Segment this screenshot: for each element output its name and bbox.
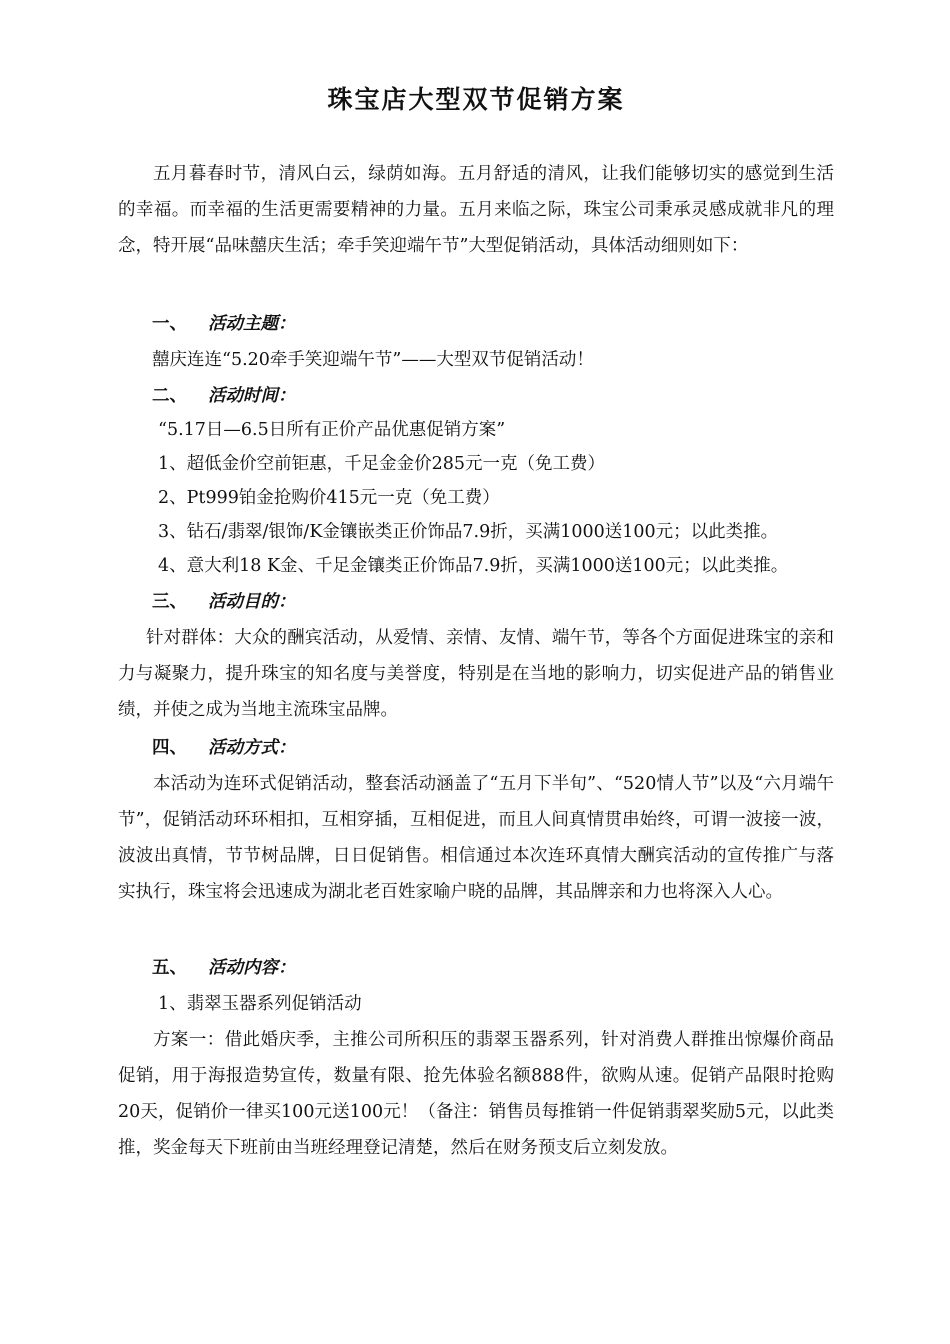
plan-one-paragraph: 方案一：借此婚庆季，主推公司所积压的翡翠玉器系列，针对消费人群推出惊爆价商品促销，用于海报造势宣传，数量有限、抢先体验名额888件，欲购从速。促销产品限时抢购20天，促销价一律买100元送100元！（备注：销售员每推销一件促销翡翠奖励5元，以此类推，奖金每天下班前由当班经理登记清楚，然后在财务预支后立刻发放。 — [118, 1030, 834, 1158]
time-range-line: “5.17日—6.5日所有正价产品优惠促销方案” — [158, 420, 506, 440]
section-2-heading — [152, 378, 296, 414]
method-paragraph: 本活动为连环式促销活动，整套活动涵盖了“五月下半旬”、“520情人节”以及“六月端午节”，促销活动环环相扣，互相穿插，互相促进，而且人间真情贯串始终，可谓一波接一波，波波出真情，节节树品牌，日日促销售。相信通过本次连环真情大酬宾活动的宣传推广与落实执行，珠宝将会迅速成为湖北老百姓家喻户晓的品牌，其品牌亲和力也将深入人心。 — [118, 774, 834, 902]
offer-item-3: 3、钻石/翡翠/银饰/K金镶嵌类正价饰品7.9折，买满1000送100元；以此类推。 — [158, 522, 779, 542]
section-4-number: 四、 — [152, 738, 187, 758]
offer-item-1: 1、超低金价空前钜惠，千足金金价285元一克（免工费） — [158, 454, 606, 474]
section-3-title: 活动目的： — [208, 592, 296, 612]
intro-paragraph: 五月暮春时节，清风白云，绿荫如海。五月舒适的清风，让我们能够切实的感觉到生活的幸福。而幸福的生活更需要精神的力量。五月来临之际，珠宝公司秉承灵感成就非凡的理念，特开展“品味囍庆生活；牵手笑迎端午节”大型促销活动，具体活动细则如下： — [118, 164, 834, 256]
section-5-number: 五、 — [152, 958, 187, 978]
content-subheading: 1、翡翠玉器系列促销活动 — [158, 994, 362, 1014]
offer-item-2: 2、Pt999铂金抢购价415元一克（免工费） — [158, 488, 500, 508]
document-title: 珠宝店大型双节促销方案 — [327, 85, 625, 114]
section-1-heading — [152, 306, 296, 342]
section-2-title: 活动时间： — [208, 386, 296, 406]
offer-item-4: 4、意大利18 K金、千足金镶类正价饰品7.9折，买满1000送100元；以此类推。 — [158, 556, 789, 576]
section-5-heading — [152, 950, 296, 986]
section-1-title: 活动主题： — [208, 314, 296, 334]
section-2-number: 二、 — [152, 386, 187, 406]
theme-line: 囍庆连连“5.20牵手笑迎端午节”——大型双节促销活动！ — [152, 350, 594, 370]
section-5-title: 活动内容： — [208, 958, 296, 978]
section-4-title: 活动方式： — [208, 738, 296, 758]
section-3-number: 三、 — [152, 592, 187, 612]
section-3-heading — [152, 584, 296, 620]
section-1-number: 一、 — [152, 314, 187, 334]
purpose-paragraph: 针对群体：大众的酬宾活动，从爱情、亲情、友情、端午节，等各个方面促进珠宝的亲和力与凝聚力，提升珠宝的知名度与美誉度，特别是在当地的影响力，切实促进产品的销售业绩，并使之成为当地主流珠宝品牌。 — [118, 628, 834, 720]
section-4-heading — [152, 730, 296, 766]
